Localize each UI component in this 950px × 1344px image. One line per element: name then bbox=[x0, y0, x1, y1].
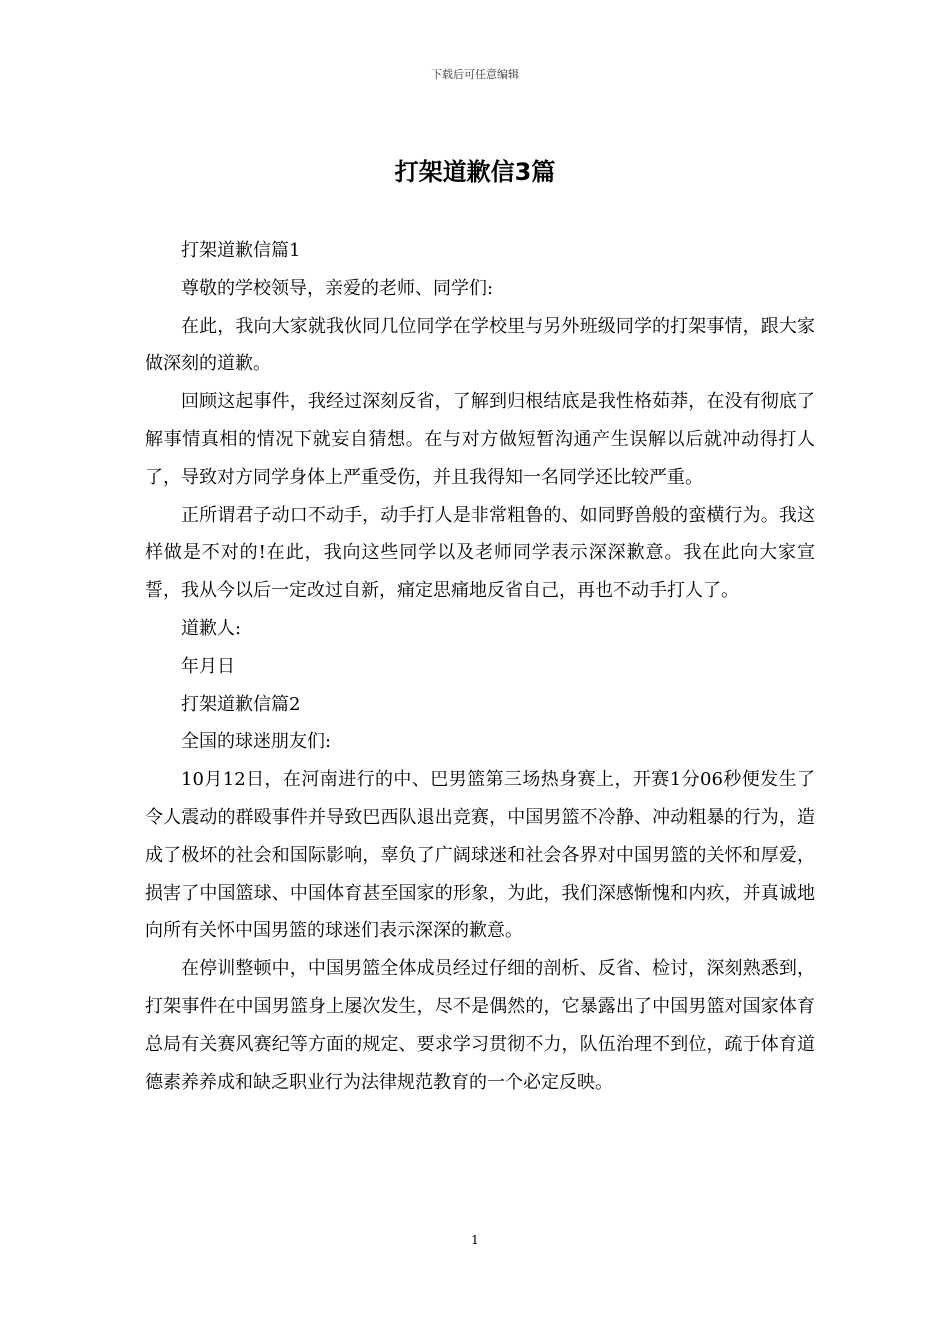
document-body bbox=[145, 232, 815, 1101]
paragraph: 在停训整顿中，中国男篮全体成员经过仔细的剖析、反省、检讨，深刻熟悉到，打架事件在中国男篮身上屡次发生，尽不是偶然的，它暴露出了中国男篮对国家体育总局有关赛风赛纪等方面的规定、要求学习贯彻不力，队伍治理不到位，疏于体育道德素养养成和缺乏职业行为法律规范教育的一个必定反映。 bbox=[145, 958, 815, 1093]
section-heading-2: 打架道歉信篇2 bbox=[181, 693, 301, 715]
salutation-2: 全国的球迷朋友们: bbox=[181, 731, 332, 753]
paragraph: 正所谓君子动口不动手，动手打人是非常粗鲁的、如同野兽般的蛮横行为。我这样做是不对的!在此，我向这些同学以及老师同学表示深深歉意。我在此向大家宣誓，我从今以后一定改过自新，痛定思痛地反省自己，再也不动手打人了。 bbox=[145, 504, 815, 602]
paragraph: 10月12日，在河南进行的中、巴男篮第三场热身赛上，开赛1分06秒便发生了令人震动的群殴事件并导致巴西队退出竞赛，中国男篮不冷静、冲动粗暴的行为，造成了极坏的社会和国际影响，辜负了广阔球迷和社会各界对中国男篮的关怀和厚爱，损害了中国篮球、中国体育甚至国家的形象，为此，我们深感惭愧和内疚，并真诚地向所有关怀中国男篮的球迷们表示深深的歉意。 bbox=[145, 769, 815, 942]
date-line: 年月日 bbox=[181, 655, 235, 677]
signature-line: 道歉人: bbox=[181, 617, 242, 639]
salutation-1: 尊敬的学校领导，亲爱的老师、同学们: bbox=[181, 277, 494, 299]
section-heading-1: 打架道歉信篇1 bbox=[181, 240, 301, 261]
paragraph: 在此，我向大家就我伙同几位同学在学校里与另外班级同学的打架事情，跟大家做深刻的道歉。 bbox=[145, 315, 815, 375]
paragraph: 回顾这起事件，我经过深刻反省，了解到归根结底是我性格茹莽，在没有彻底了解事情真相的情况下就妄自猜想。在与对方做短暂沟通产生误解以后就冲动得打人了，导致对方同学身体上严重受伤，并且我得知一名同学还比较严重。 bbox=[145, 391, 815, 488]
page-number: 1 bbox=[471, 1233, 479, 1247]
header-note: 下载后可任意编辑 bbox=[431, 68, 519, 81]
document-title: 打架道歉信3篇 bbox=[394, 158, 556, 186]
